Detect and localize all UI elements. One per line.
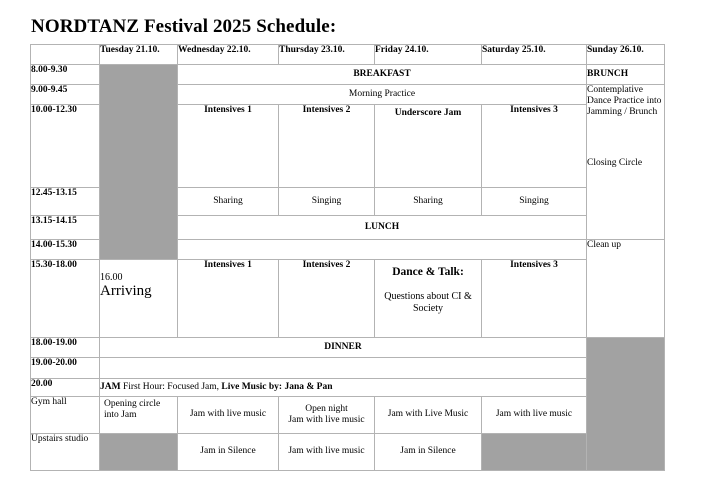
arriving-label: Arriving [100, 283, 152, 300]
gym-wed: Jam with live music [178, 396, 279, 433]
day-header-wednesday: Wednesday 22.10. [178, 45, 279, 65]
gym-fri: Jam with Live Music [375, 396, 482, 433]
spacer [375, 279, 481, 291]
time-label: 9.00-9.45 [31, 85, 100, 105]
sharing-wed: Sharing [178, 187, 279, 215]
row-gym-hall [31, 396, 665, 433]
singing-thu: Singing [279, 187, 375, 215]
upstairs-fri: Jam in Silence [375, 433, 482, 470]
header-row [31, 45, 665, 65]
row-jam-header [31, 378, 665, 396]
sunday-blocked-evening [587, 338, 665, 471]
gym-tue: Opening circle into Jam [100, 396, 178, 433]
session-wed-morning: Intensives 1 [178, 105, 279, 187]
upstairs-thu: Jam with live music [279, 433, 375, 470]
time-label: 15.30-18.00 [31, 259, 100, 337]
sharing-fri: Sharing [375, 187, 482, 215]
dance-talk-title: Dance & Talk: [392, 265, 464, 278]
session-sat-morning: Intensives 3 [482, 105, 587, 187]
row-upstairs-studio [31, 433, 665, 470]
upstairs-sat-blocked [482, 433, 587, 470]
jam-label: JAM [100, 381, 121, 392]
gym-sat: Jam with live music [482, 396, 587, 433]
arriving-time: 16.00 [100, 271, 123, 283]
session-wed-afternoon: Intensives 1 [178, 259, 279, 337]
time-label: 14.00-15.30 [31, 239, 100, 259]
day-header-friday: Friday 24.10. [375, 45, 482, 65]
session-sat-afternoon: Intensives 3 [482, 259, 587, 337]
lunch-cell: LUNCH [178, 215, 587, 239]
cleanup-cell: Clean up [587, 239, 665, 337]
time-label: 10.00-12.30 [31, 105, 100, 187]
gym-thu-jam-text: Jam with live music [288, 414, 365, 425]
tuesday-blocked-morning [100, 65, 178, 260]
breakfast-cell: BREAKFAST [178, 65, 587, 85]
dance-talk-subtitle: Questions about CI & Society [384, 291, 472, 314]
location-label: Upstairs studio [31, 433, 100, 470]
arriving-cell [100, 259, 178, 337]
time-label: 12.45-13.15 [31, 187, 100, 215]
spacer [587, 118, 664, 158]
session-thu-morning: Intensives 2 [279, 105, 375, 187]
schedule-table [30, 44, 665, 471]
contemplative-practice-text: Contemplative Dance Practice into Jamming / Brunch [587, 85, 662, 118]
session-fri-afternoon [375, 259, 482, 337]
sunday-morning-cell [587, 85, 665, 240]
brunch-cell: BRUNCH [587, 65, 665, 85]
dinner-cell: DINNER [100, 338, 587, 358]
session-thu-afternoon: Intensives 2 [279, 259, 375, 337]
time-label: 20.00 [31, 378, 100, 396]
day-header-sunday: Sunday 26.10. [587, 45, 665, 65]
upstairs-wed: Jam in Silence [178, 433, 279, 470]
time-label: 19.00-20.00 [31, 358, 100, 378]
day-header-tuesday: Tuesday 21.10. [100, 45, 178, 65]
jam-live-music: Live Music by: Jana & Pan [221, 381, 333, 392]
day-header-saturday: Saturday 25.10. [482, 45, 587, 65]
empty-early-afternoon [178, 239, 587, 259]
closing-circle-text: Closing Circle [587, 157, 643, 168]
row-afternoon-sessions [31, 259, 665, 337]
row-breakfast [31, 65, 665, 85]
jam-description [100, 378, 587, 396]
time-label: 18.00-19.00 [31, 338, 100, 358]
upstairs-tue-blocked [100, 433, 178, 470]
page-title: NORDTANZ Festival 2025 Schedule: [31, 16, 337, 37]
day-header-thursday: Thursday 23.10. [279, 45, 375, 65]
row-evening [31, 358, 665, 378]
jam-first-hour: First Hour: Focused Jam, [120, 381, 222, 392]
corner-cell [31, 45, 100, 65]
session-fri-morning: Underscore Jam [375, 105, 482, 187]
gym-thu [279, 396, 375, 433]
time-label: 8.00-9.30 [31, 65, 100, 85]
location-label: Gym hall [31, 396, 100, 433]
open-night-text: Open night [305, 403, 348, 414]
empty-evening [100, 358, 587, 378]
morning-practice-cell: Morning Practice [178, 85, 587, 105]
row-dinner [31, 338, 665, 358]
singing-sat: Singing [482, 187, 587, 215]
time-label: 13.15-14.15 [31, 215, 100, 239]
